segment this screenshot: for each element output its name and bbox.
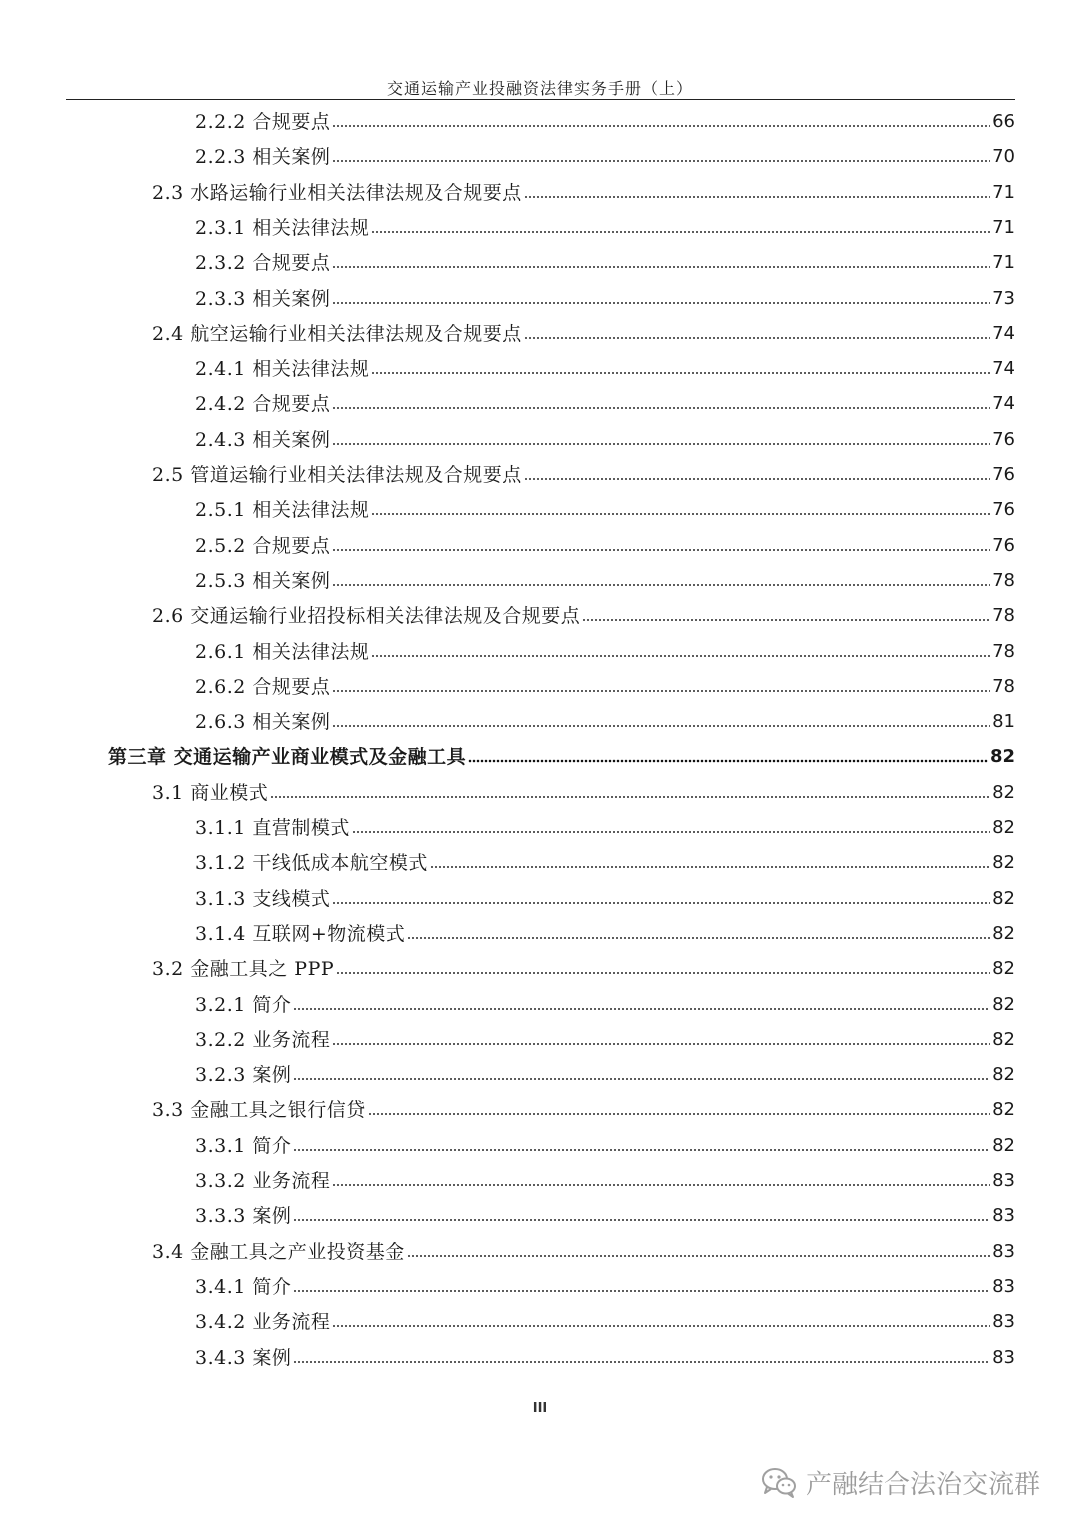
toc-entry-page-number: 82 bbox=[992, 852, 1015, 874]
toc-chapter-entry[interactable] bbox=[108, 734, 1015, 769]
toc-subsection-entry[interactable] bbox=[195, 1052, 1015, 1087]
toc-entry-page-number: 82 bbox=[992, 958, 1015, 980]
toc-dot-leader bbox=[332, 441, 990, 447]
toc-dot-leader bbox=[371, 370, 990, 376]
toc-entry-page-number: 71 bbox=[992, 252, 1015, 274]
toc-subsection-entry[interactable] bbox=[195, 346, 1015, 381]
toc-dot-leader bbox=[270, 794, 990, 800]
toc-entry-page-number: 83 bbox=[992, 1240, 1015, 1262]
toc-section-entry[interactable] bbox=[152, 1229, 1015, 1264]
toc-entry-title: 3.3.3 案例 bbox=[195, 1205, 292, 1228]
toc-entry-title: 2.6.2 合规要点 bbox=[195, 675, 331, 698]
toc-subsection-entry[interactable] bbox=[195, 982, 1015, 1017]
toc-subsection-entry[interactable] bbox=[195, 1017, 1015, 1052]
toc-entry-title: 3.3 金融工具之银行信贷 bbox=[152, 1099, 366, 1122]
toc-dot-leader bbox=[368, 1111, 990, 1117]
toc-entry-page-number: 76 bbox=[992, 464, 1015, 485]
toc-entry-title: 2.3 水路运输行业相关法律法规及合规要点 bbox=[152, 181, 522, 204]
toc-subsection-entry[interactable] bbox=[195, 134, 1015, 169]
toc-entry-title: 3.1 商业模式 bbox=[152, 781, 269, 804]
toc-entry-title: 2.5 管道运输行业相关法律法规及合规要点 bbox=[152, 464, 522, 486]
toc-section-entry[interactable] bbox=[152, 170, 1015, 205]
toc-dot-leader bbox=[332, 158, 990, 164]
toc-dot-leader bbox=[332, 582, 990, 588]
toc-subsection-entry[interactable] bbox=[195, 876, 1015, 911]
toc-entry-title: 3.2.1 简介 bbox=[195, 993, 292, 1016]
toc-subsection-entry[interactable] bbox=[195, 276, 1015, 311]
toc-entry-page-number: 82 bbox=[992, 922, 1015, 944]
toc-subsection-entry[interactable] bbox=[195, 911, 1015, 946]
toc-entry-title: 3.4.1 简介 bbox=[195, 1275, 292, 1298]
toc-entry-title: 2.6 交通运输行业招投标相关法律法规及合规要点 bbox=[152, 605, 581, 628]
toc-dot-leader bbox=[293, 1217, 990, 1223]
toc-dot-leader bbox=[332, 300, 990, 306]
toc-dot-leader bbox=[332, 723, 990, 729]
toc-entry-title: 2.6.3 相关案例 bbox=[195, 711, 331, 734]
toc-subsection-entry[interactable] bbox=[195, 558, 1015, 593]
toc-entry-title: 3.4 金融工具之产业投资基金 bbox=[152, 1240, 405, 1263]
toc-entry-page-number: 83 bbox=[992, 1311, 1015, 1333]
toc-subsection-entry[interactable] bbox=[195, 629, 1015, 664]
toc-dot-leader bbox=[468, 758, 988, 764]
toc-dot-leader bbox=[332, 1041, 990, 1047]
toc-entry-title: 2.5.3 相关案例 bbox=[195, 569, 331, 592]
toc-entry-page-number: 78 bbox=[992, 675, 1015, 697]
toc-dot-leader bbox=[293, 1288, 990, 1294]
toc-entry-title: 2.4.1 相关法律法规 bbox=[195, 358, 370, 381]
toc-entry-page-number: 78 bbox=[992, 640, 1015, 662]
wechat-icon bbox=[760, 1465, 798, 1499]
toc-dot-leader bbox=[371, 653, 990, 659]
toc-entry-title: 2.3.3 相关案例 bbox=[195, 287, 331, 310]
toc-entry-page-number: 76 bbox=[992, 499, 1015, 521]
toc-section-entry[interactable] bbox=[152, 593, 1015, 628]
toc-entry-page-number: 82 bbox=[992, 1134, 1015, 1156]
toc-entry-title: 2.6.1 相关法律法规 bbox=[195, 640, 370, 663]
toc-subsection-entry[interactable] bbox=[195, 523, 1015, 558]
toc-dot-leader bbox=[332, 264, 990, 270]
toc-entry-page-number: 73 bbox=[992, 287, 1015, 309]
toc-subsection-entry[interactable] bbox=[195, 699, 1015, 734]
toc-entry-title: 2.3.1 相关法律法规 bbox=[195, 216, 370, 239]
toc-dot-leader bbox=[336, 970, 990, 976]
toc-dot-leader bbox=[332, 688, 990, 694]
toc-entry-title: 2.2.2 合规要点 bbox=[195, 111, 331, 133]
toc-entry-title: 3.1.3 支线模式 bbox=[195, 887, 331, 910]
toc-dot-leader bbox=[371, 229, 990, 235]
toc-subsection-entry[interactable] bbox=[195, 205, 1015, 240]
toc-entry-title: 3.2.2 业务流程 bbox=[195, 1028, 331, 1051]
toc-subsection-entry[interactable] bbox=[195, 1335, 1015, 1370]
toc-entry-title: 3.2 金融工具之 PPP bbox=[152, 958, 335, 981]
toc-dot-leader bbox=[352, 829, 990, 835]
toc-entry-page-number: 82 bbox=[992, 1064, 1015, 1086]
toc-dot-leader bbox=[524, 335, 990, 341]
toc-entry-title: 3.1.2 干线低成本航空模式 bbox=[195, 852, 428, 875]
toc-entry-page-number: 83 bbox=[992, 1170, 1015, 1191]
toc-entry-page-number: 74 bbox=[992, 322, 1015, 344]
toc-dot-leader bbox=[524, 194, 990, 200]
toc-dot-leader bbox=[332, 1323, 990, 1329]
toc-dot-leader bbox=[332, 405, 990, 411]
toc-dot-leader bbox=[407, 1253, 990, 1259]
toc-entry-title: 3.2.3 案例 bbox=[195, 1064, 292, 1087]
toc-entry-page-number: 82 bbox=[992, 781, 1015, 803]
toc-subsection-entry[interactable] bbox=[195, 1299, 1015, 1334]
toc-section-entry[interactable] bbox=[152, 946, 1015, 981]
toc-subsection-entry[interactable] bbox=[195, 1193, 1015, 1228]
toc-dot-leader bbox=[293, 1076, 990, 1082]
watermark-text: 产融结合法治交流群 bbox=[806, 1469, 1041, 1500]
toc-subsection-entry[interactable] bbox=[195, 99, 1015, 134]
toc-dot-leader bbox=[524, 476, 990, 482]
toc-entry-title: 3.3.1 简介 bbox=[195, 1134, 292, 1157]
toc-entry-title: 2.2.3 相关案例 bbox=[195, 146, 331, 169]
toc-section-entry[interactable] bbox=[152, 452, 1015, 487]
toc-section-entry[interactable] bbox=[152, 311, 1015, 346]
toc-dot-leader bbox=[293, 1006, 990, 1012]
toc-entry-title: 2.4.3 相关案例 bbox=[195, 428, 331, 451]
toc-dot-leader bbox=[332, 1182, 990, 1188]
toc-entry-page-number: 83 bbox=[992, 1346, 1015, 1368]
toc-entry-page-number: 76 bbox=[992, 428, 1015, 450]
toc-subsection-entry[interactable] bbox=[195, 664, 1015, 699]
toc-subsection-entry[interactable] bbox=[195, 487, 1015, 522]
toc-subsection-entry[interactable] bbox=[195, 417, 1015, 452]
document-header-title: 交通运输产业投融资法律实务手册（上） bbox=[386, 79, 693, 98]
toc-dot-leader bbox=[332, 547, 990, 553]
toc-entry-page-number: 83 bbox=[992, 1205, 1015, 1227]
toc-entry-title: 3.1.4 互联网+物流模式 bbox=[195, 922, 406, 945]
toc-entry-page-number: 82 bbox=[992, 1099, 1015, 1121]
toc-dot-leader bbox=[407, 935, 990, 941]
toc-dot-leader bbox=[430, 864, 990, 870]
watermark bbox=[760, 1462, 1040, 1502]
toc-entry-page-number: 82 bbox=[992, 887, 1015, 909]
toc-entry-page-number: 83 bbox=[992, 1275, 1015, 1297]
toc-section-entry[interactable] bbox=[152, 770, 1015, 805]
toc-subsection-entry[interactable] bbox=[195, 381, 1015, 416]
toc-dot-leader bbox=[371, 511, 990, 517]
toc-entry-page-number: 74 bbox=[992, 358, 1015, 380]
toc-entry-title: 3.4.3 案例 bbox=[195, 1346, 292, 1369]
toc-entry-page-number: 82 bbox=[992, 1028, 1015, 1050]
toc-entry-page-number: 76 bbox=[992, 534, 1015, 556]
toc-entry-page-number: 82 bbox=[989, 746, 1015, 768]
toc-entry-page-number: 82 bbox=[992, 817, 1015, 838]
toc-entry-title: 第三章 交通运输产业商业模式及金融工具 bbox=[108, 746, 467, 769]
toc-entry-title: 2.4 航空运输行业相关法律法规及合规要点 bbox=[152, 322, 522, 345]
toc-subsection-entry[interactable] bbox=[195, 1158, 1015, 1193]
page-number: III bbox=[532, 1401, 548, 1416]
toc-entry-title: 3.3.2 业务流程 bbox=[195, 1170, 331, 1192]
toc-dot-leader bbox=[582, 617, 990, 623]
toc-entry-page-number: 71 bbox=[992, 216, 1015, 238]
toc-entry-page-number: 71 bbox=[992, 181, 1015, 203]
toc-subsection-entry[interactable] bbox=[195, 1123, 1015, 1158]
toc-entry-page-number: 78 bbox=[992, 569, 1015, 591]
toc-entry-title: 2.5.2 合规要点 bbox=[195, 534, 331, 557]
toc-entry-title: 2.3.2 合规要点 bbox=[195, 252, 331, 275]
toc-dot-leader bbox=[332, 123, 990, 129]
toc-entry-page-number: 74 bbox=[992, 393, 1015, 415]
toc-section-entry[interactable] bbox=[152, 1087, 1015, 1122]
toc-entry-title: 2.5.1 相关法律法规 bbox=[195, 499, 370, 522]
toc-entry-page-number: 78 bbox=[992, 605, 1015, 627]
toc-entry-title: 3.1.1 直营制模式 bbox=[195, 817, 350, 839]
toc-entry-page-number: 82 bbox=[992, 993, 1015, 1015]
toc-dot-leader bbox=[332, 900, 990, 906]
toc-entry-page-number: 66 bbox=[992, 111, 1015, 132]
toc-dot-leader bbox=[293, 1147, 990, 1153]
toc-subsection-entry[interactable] bbox=[195, 805, 1015, 840]
toc-entry-page-number: 70 bbox=[992, 146, 1015, 168]
toc-subsection-entry[interactable] bbox=[195, 240, 1015, 275]
toc-entry-title: 2.4.2 合规要点 bbox=[195, 393, 331, 416]
toc-entry-page-number: 81 bbox=[992, 711, 1015, 733]
toc-dot-leader bbox=[293, 1359, 990, 1365]
toc-subsection-entry[interactable] bbox=[195, 1264, 1015, 1299]
toc-subsection-entry[interactable] bbox=[195, 840, 1015, 875]
toc-entry-title: 3.4.2 业务流程 bbox=[195, 1311, 331, 1334]
